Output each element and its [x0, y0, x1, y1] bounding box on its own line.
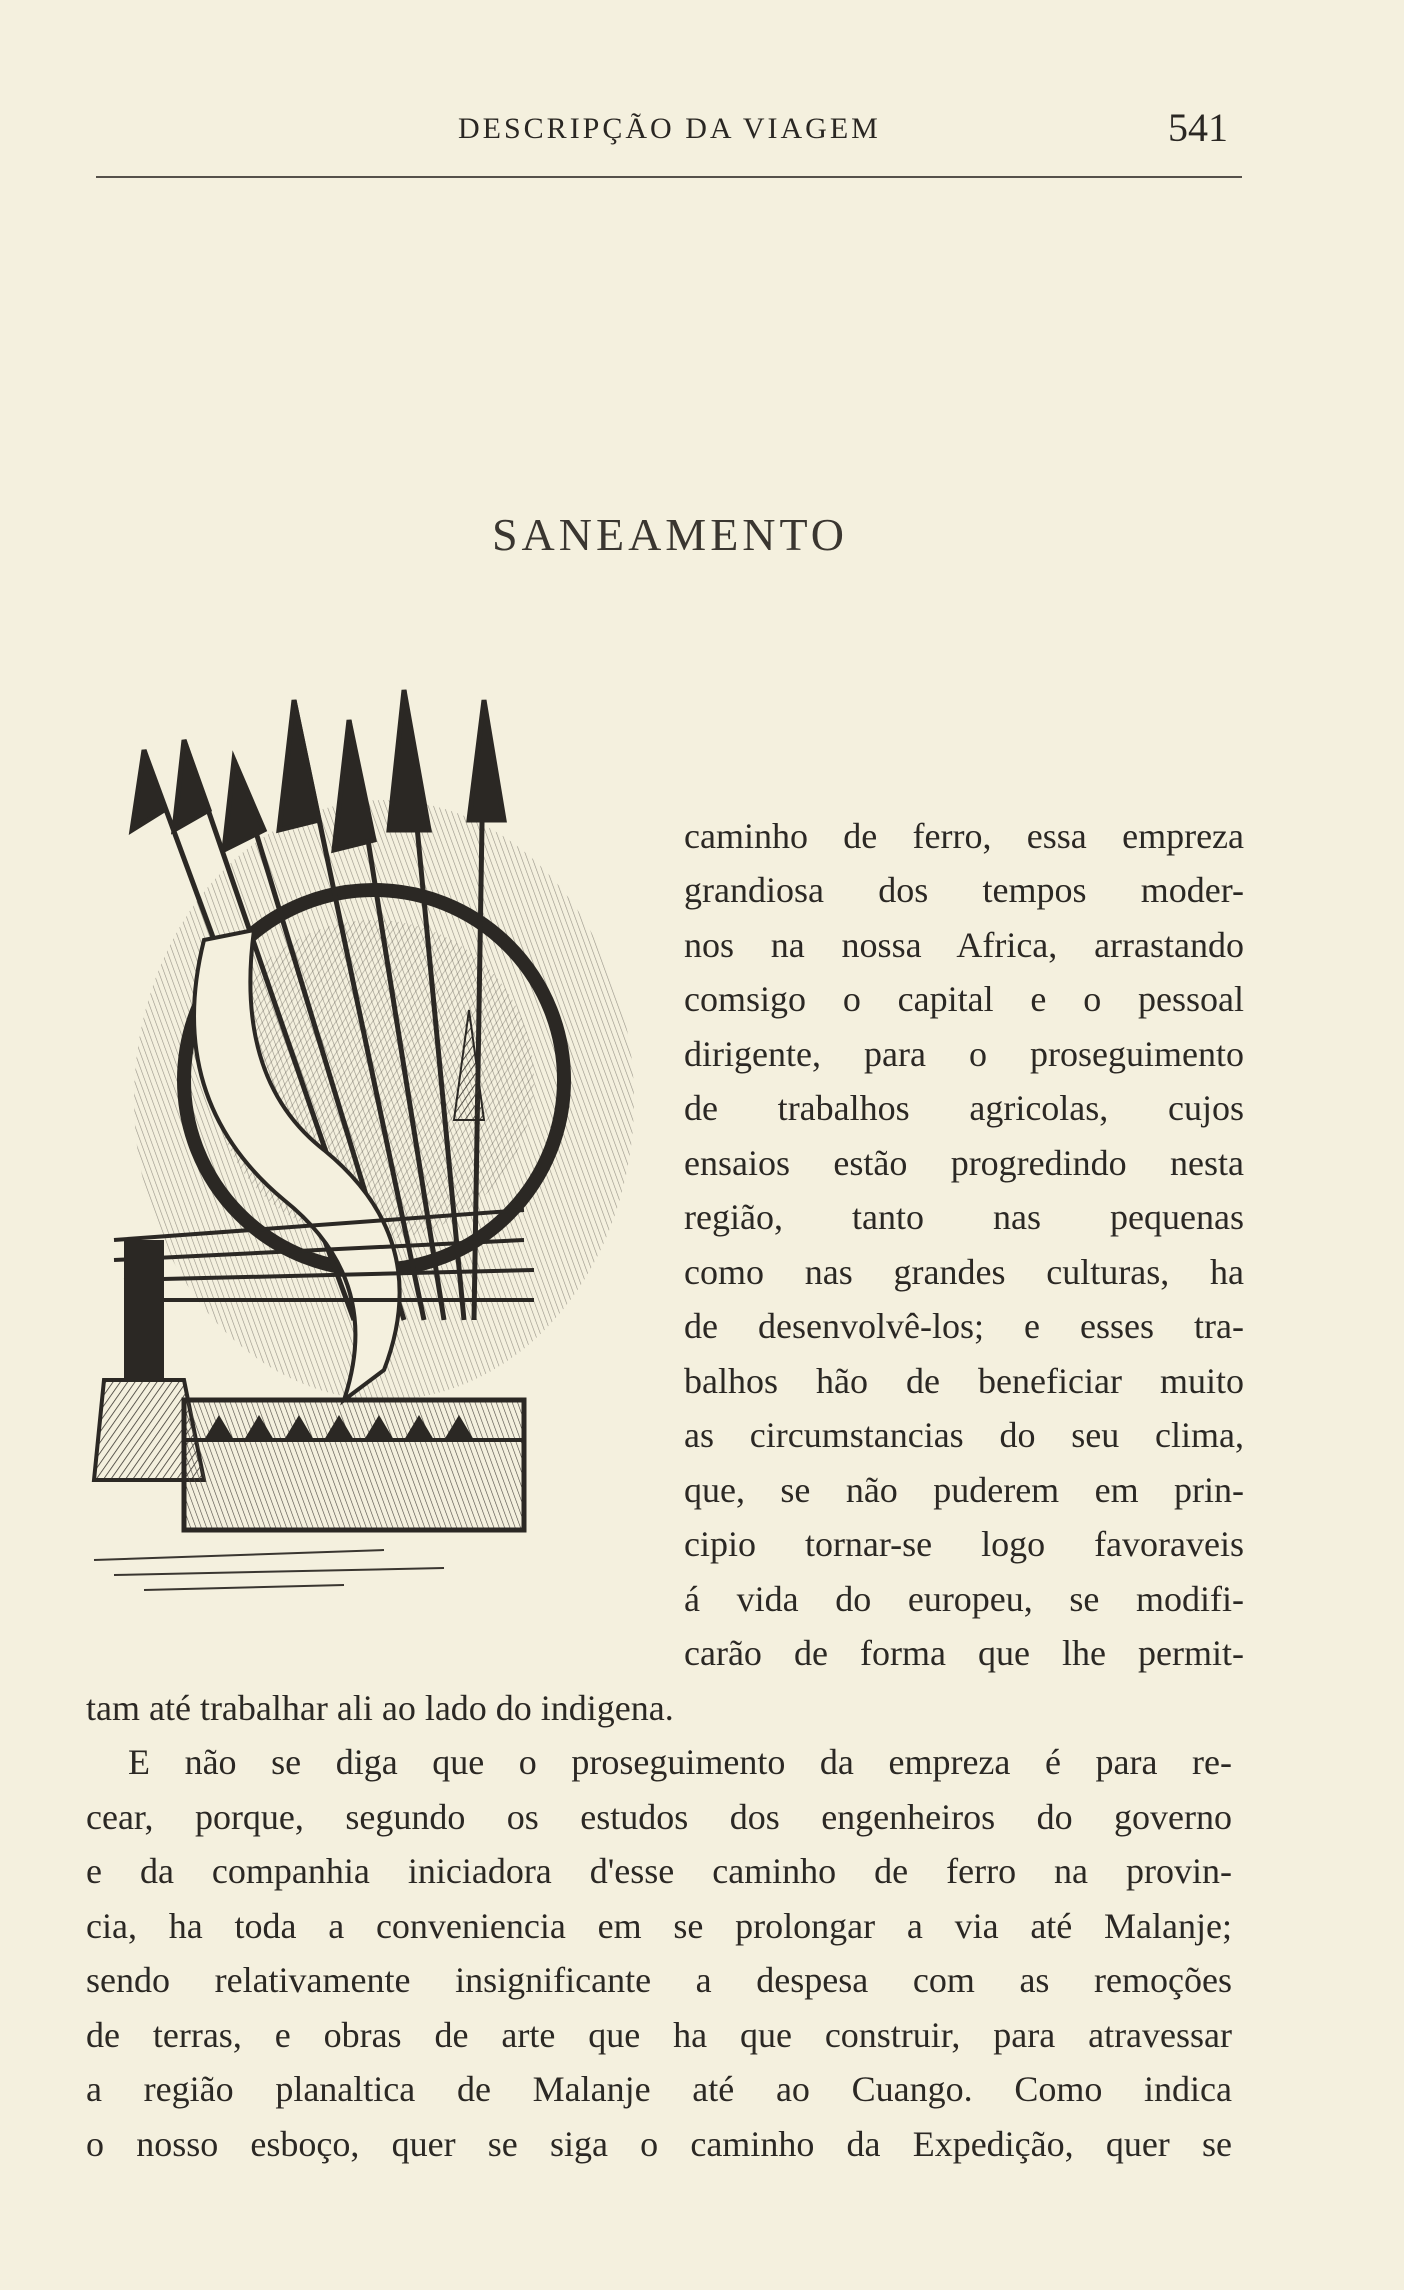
text-line: de desenvolvê-los; e esses tra- [684, 1306, 1244, 1346]
text-line: como nas grandes culturas, ha [684, 1252, 1244, 1292]
text-line: nos na nossa Africa, arrastando [684, 925, 1244, 965]
text-line: e da companhia iniciadora d'esse caminho de ferro na provin- [86, 1851, 1232, 1891]
text-line: grandiosa dos tempos moder- [684, 870, 1244, 910]
text-line: de terras, e obras de arte que ha que construir, para atravessar [86, 2015, 1232, 2055]
text-line: as circumstancias do seu clima, [684, 1415, 1244, 1455]
text-line: tam até trabalhar ali ao lado do indigena. [86, 1688, 674, 1728]
text-line: caminho de ferro, essa empreza [684, 816, 1244, 856]
running-header: DESCRIPÇÃO DA VIAGEM [458, 112, 881, 145]
text-line: carão de forma que lhe permit- [684, 1633, 1244, 1673]
text-line: E não se diga que o proseguimento da empreza é para re- [128, 1742, 1232, 1782]
section-title: SANEAMENTO [491, 509, 849, 560]
text-line: a região planaltica de Malanje até ao Cuango. Como indica [86, 2069, 1232, 2109]
text-line: sendo relativamente insignificante a despesa com as remoções [86, 1960, 1232, 2000]
text-line: cia, ha toda a conveniencia em se prolongar a via até Malanje; [86, 1906, 1232, 1946]
text-line: ensaios estão progredindo nesta [684, 1143, 1244, 1183]
text-line: á vida do europeu, se modifi- [684, 1579, 1244, 1619]
text-line: de trabalhos agricolas, cujos [684, 1088, 1244, 1128]
text-line: o nosso esboço, quer se siga o caminho da Expedição, quer se [86, 2124, 1232, 2164]
header-rule [96, 176, 1242, 178]
page-number: 541 [1168, 105, 1228, 150]
text-line: comsigo o capital e o pessoal [684, 979, 1244, 1019]
weapons-trophy-engraving-icon [84, 680, 644, 1640]
text-line: cipio tornar-se logo favoraveis [684, 1524, 1244, 1564]
text-line: balhos hão de beneficiar muito [684, 1361, 1244, 1401]
text-line: dirigente, para o proseguimento [684, 1034, 1244, 1074]
text-line: região, tanto nas pequenas [684, 1197, 1244, 1237]
text-line: cear, porque, segundo os estudos dos engenheiros do governo [86, 1797, 1232, 1837]
text-line: que, se não puderem em prin- [684, 1470, 1244, 1510]
